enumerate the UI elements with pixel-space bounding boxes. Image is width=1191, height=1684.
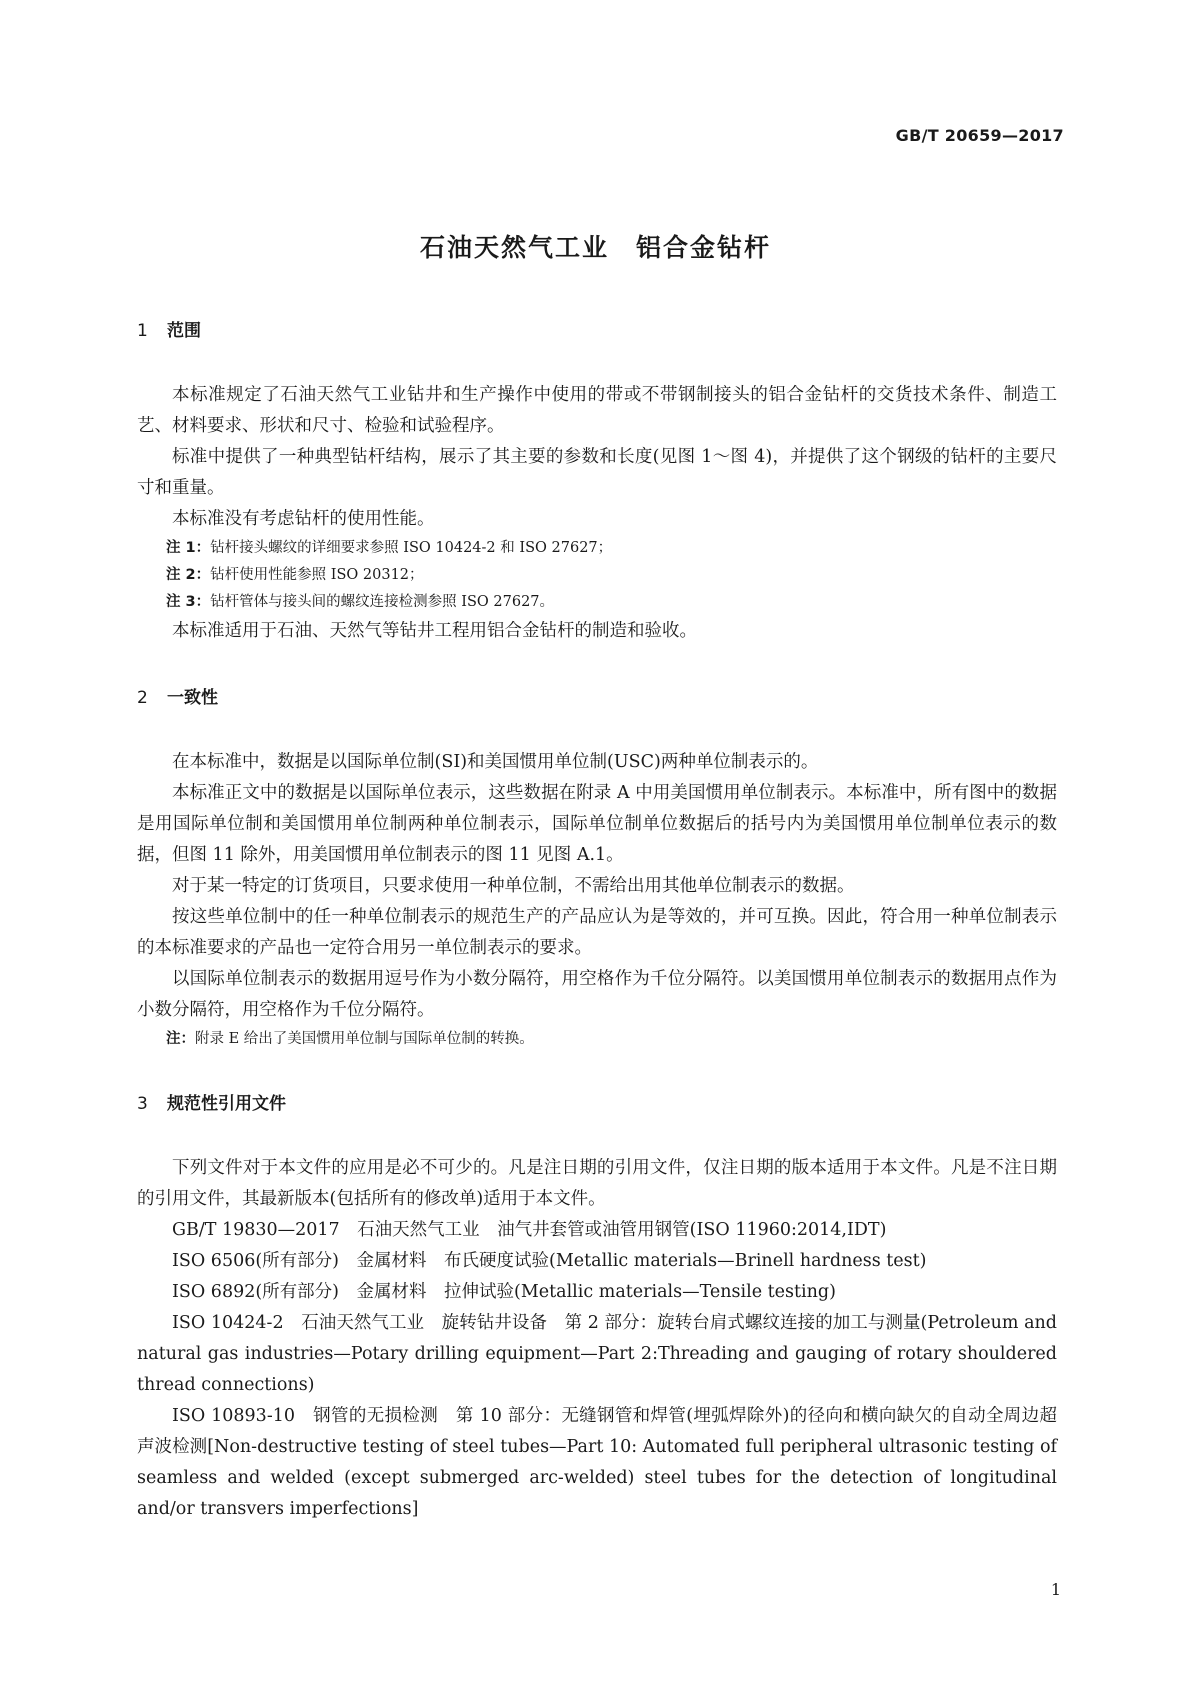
reference-item: ISO 6892(所有部分) 金属材料 拉伸试验(Metallic materials—Tensile testing)	[172, 1282, 836, 1302]
reference-item: GB/T 19830—2017 石油天然气工业 油气井套管或油管用钢管(ISO 11960:2014,IDT)	[172, 1220, 887, 1240]
note-label: 注：	[166, 1031, 195, 1047]
note	[137, 562, 1057, 589]
section-title: 一致性	[167, 688, 218, 708]
note	[137, 535, 1057, 562]
note-text: 钻杆管体与接头间的螺纹连接检测参照 ISO 27627。	[210, 594, 555, 610]
note-text: 钻杆使用性能参照 ISO 20312；	[210, 567, 424, 583]
note-text: 钻杆接头螺纹的详细要求参照 ISO 10424-2 和 ISO 27627；	[210, 540, 613, 556]
standard-code: GB/T 20659—2017	[895, 126, 1064, 145]
paragraph: 本标准没有考虑钻杆的使用性能。	[172, 509, 435, 529]
section-title: 规范性引用文件	[167, 1094, 286, 1114]
paragraph: 标准中提供了一种典型钻杆结构，展示了其主要的参数和长度(见图 1～图 4)，并提供了这个钢级的钻杆的主要尺寸和重量。	[137, 447, 1057, 498]
section-heading	[137, 318, 1057, 344]
page-number: 1	[1050, 1580, 1061, 1599]
paragraph: 以国际单位制表示的数据用逗号作为小数分隔符，用空格作为千位分隔符。以美国惯用单位制表示的数据用点作为小数分隔符，用空格作为千位分隔符。	[137, 969, 1057, 1020]
reference-item: ISO 10893-10 钢管的无损检测 第 10 部分：无缝钢管和焊管(埋弧焊除外)的径向和横向缺欠的自动全周边超声波检测[Non-destructive testing of steel tubes—Part 10: Automated full peripheral ultrasonic testing of seamless and welded (except submerged arc-welded) steel tubes for the detection of longitudinal and/or transvers imperfections]	[137, 1406, 1057, 1519]
paragraph: 对于某一特定的订货项目，只要求使用一种单位制，不需给出用其他单位制表示的数据。	[172, 876, 855, 896]
section-normative-references	[137, 1091, 1057, 1525]
note-label: 注 2：	[166, 567, 211, 583]
paragraph: 本标准规定了石油天然气工业钻井和生产操作中使用的带或不带钢制接头的铝合金钻杆的交货技术条件、制造工艺、材料要求、形状和尺寸、检验和试验程序。	[137, 385, 1057, 436]
paragraph: 在本标准中，数据是以国际单位制(SI)和美国惯用单位制(USC)两种单位制表示的。	[172, 752, 819, 772]
section-number: 3	[137, 1094, 148, 1114]
document-body	[137, 318, 1057, 1563]
document-title: 石油天然气工业 铝合金钻杆	[419, 233, 771, 262]
section-heading	[137, 685, 1057, 711]
note	[137, 589, 1057, 616]
note-label: 注 1：	[166, 540, 211, 556]
paragraph: 本标准适用于石油、天然气等钻井工程用铝合金钻杆的制造和验收。	[172, 621, 697, 641]
section-title: 范围	[167, 321, 201, 341]
note-text: 附录 E 给出了美国惯用单位制与国际单位制的转换。	[195, 1031, 534, 1047]
section-number: 1	[137, 321, 148, 341]
section-heading	[137, 1091, 1057, 1117]
section-conformance	[137, 685, 1057, 1053]
section-number: 2	[137, 688, 148, 708]
paragraph: 下列文件对于本文件的应用是必不可少的。凡是注日期的引用文件，仅注日期的版本适用于本文件。凡是不注日期的引用文件，其最新版本(包括所有的修改单)适用于本文件。	[137, 1158, 1057, 1209]
section-scope	[137, 318, 1057, 647]
reference-item: ISO 6506(所有部分) 金属材料 布氏硬度试验(Metallic materials—Brinell hardness test)	[172, 1251, 927, 1271]
paragraph: 按这些单位制中的任一种单位制表示的规范生产的产品应认为是等效的，并可互换。因此，符合用一种单位制表示的本标准要求的产品也一定符合用另一单位制表示的要求。	[137, 907, 1057, 958]
note-label: 注 3：	[166, 594, 211, 610]
note	[137, 1026, 1057, 1053]
reference-item: ISO 10424-2 石油天然气工业 旋转钻井设备 第 2 部分：旋转台肩式螺纹连接的加工与测量(Petroleum and natural gas industries—Potary drilling equipment—Part 2:Threading and gauging of rotary shouldered thread connections)	[137, 1313, 1057, 1395]
paragraph: 本标准正文中的数据是以国际单位表示，这些数据在附录 A 中用美国惯用单位制表示。本标准中，所有图中的数据是用国际单位制和美国惯用单位制两种单位制表示，国际单位制单位数据后的括号内为美国惯用单位制单位表示的数据，但图 11 除外，用美国惯用单位制表示的图 11 见图 A.1。	[137, 783, 1057, 865]
